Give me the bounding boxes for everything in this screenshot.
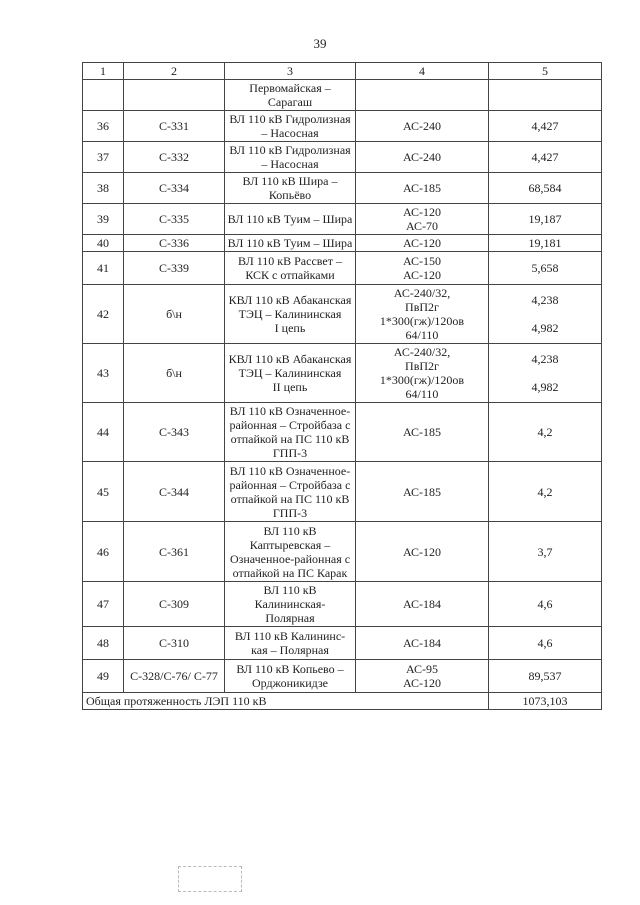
line-name-cell (225, 252, 356, 285)
row-number-cell: 40 (83, 235, 124, 252)
dispatch-code-cell: С-339 (124, 252, 225, 285)
cell-line: ВЛ 110 кВ Рассвет – (238, 254, 342, 268)
cell-line: II цепь (272, 380, 308, 394)
stamp (178, 866, 242, 892)
line-name-cell (225, 582, 356, 627)
wire-type-cell (356, 111, 489, 142)
cell-line: отпайкой на ПС Карак (232, 565, 348, 580)
cell-line: ВЛ 110 кВ Калининс- (234, 629, 346, 643)
cell-line: КВЛ 110 кВ Абаканская (228, 293, 352, 307)
row-number-cell: 48 (83, 627, 124, 660)
dispatch-code-cell: С-328/С-76/ С-77 (124, 660, 225, 693)
cell-line: ВЛ 110 кВ Гидролизная (229, 143, 351, 157)
wire-type-cell (356, 142, 489, 173)
cell-line: Каптыревская – (249, 537, 331, 552)
header-cell: 5 (489, 63, 602, 80)
row-number-cell: 44 (83, 403, 124, 462)
cell-line: районная – Стройбаза с (229, 418, 351, 432)
cell-line: АС-120 (402, 236, 442, 250)
line-name-cell (225, 142, 356, 173)
dispatch-code-cell: С-331 (124, 111, 225, 142)
dispatch-code-cell: С-344 (124, 462, 225, 522)
table-row (83, 142, 602, 173)
length-cell (489, 204, 602, 235)
table-row (83, 252, 602, 285)
cell-line: ВЛ 110 кВ Означенное- (229, 404, 351, 418)
row-number-cell: 43 (83, 344, 124, 403)
cell-line: АС-240/32, (393, 286, 451, 300)
cell-line: ВЛ 110 кВ Означенное- (229, 463, 351, 478)
cell-line: 1*300(гж)/120ов (379, 314, 465, 328)
header-cell: 3 (225, 63, 356, 80)
dispatch-code-cell: С-361 (124, 522, 225, 582)
line-name-cell (225, 522, 356, 582)
cell-line: Копьёво (268, 188, 312, 202)
cell-line: АС-120 (402, 268, 442, 282)
cell-line: АС-150 (402, 254, 442, 268)
length-cell (489, 111, 602, 142)
cell-line: отпайкой на ПС 110 кВ (230, 491, 350, 506)
length-cell (489, 235, 602, 252)
cell-line: ВЛ 110 кВ (263, 523, 317, 538)
length-cell (489, 173, 602, 204)
table-row (83, 403, 602, 462)
table-row (83, 285, 602, 344)
cell-line: АС-120 (402, 676, 442, 690)
line-name-cell (225, 285, 356, 344)
row-number-cell: 41 (83, 252, 124, 285)
cell-line: ВЛ 110 кВ Копьево – (236, 662, 344, 676)
dispatch-code-cell: С-310 (124, 627, 225, 660)
line-name-cell: Первомайская – Сарагаш (225, 80, 356, 111)
cell-line: районная – Стройбаза с (229, 477, 351, 492)
cell-line: кая – Полярная (251, 643, 329, 657)
power-lines-table (82, 62, 602, 710)
wire-type-cell (356, 462, 489, 522)
cell-line: АС-240/32, (393, 345, 451, 359)
dispatch-code-cell: С-334 (124, 173, 225, 204)
cell-line: Орджоникидзе (251, 676, 329, 690)
cell-line: 19,187 (528, 212, 562, 226)
length-cell (489, 344, 602, 403)
cell-line: отпайкой на ПС 110 кВ (230, 432, 350, 446)
wire-type-cell (356, 285, 489, 344)
cell-line: Означенное-районная с (229, 551, 351, 566)
cell-line: АС-240 (402, 150, 442, 164)
dispatch-code-cell: б\н (124, 285, 225, 344)
table-row (83, 627, 602, 660)
wire-type-cell (356, 582, 489, 627)
line-name-cell (225, 235, 356, 252)
cell-line: 4,2 (537, 484, 553, 499)
row-number-cell: 49 (83, 660, 124, 693)
wire-type-cell (356, 252, 489, 285)
cell-line: ТЭЦ – Калининская (238, 307, 342, 321)
dispatch-code-cell: С-343 (124, 403, 225, 462)
page-number: 39 (313, 36, 327, 51)
cell-line: АС-240 (402, 119, 442, 133)
wire-type-cell (356, 235, 489, 252)
wire-type-cell (356, 173, 489, 204)
length-cell (489, 403, 602, 462)
header-cell: 1 (83, 63, 124, 80)
length-cell (489, 522, 602, 582)
table-row (83, 235, 602, 252)
cell-line: АС-95 (405, 662, 439, 676)
cell-line: 1*300(гж)/120ов (379, 373, 465, 387)
cell-line: АС-185 (402, 181, 442, 195)
dispatch-code-cell: С-309 (124, 582, 225, 627)
cell-line: 4,238 (531, 293, 559, 307)
line-name-cell (225, 204, 356, 235)
cell-line: КСК с отпайками (245, 268, 335, 282)
table-row (83, 173, 602, 204)
length-cell (489, 462, 602, 522)
dispatch-code-cell: С-336 (124, 235, 225, 252)
line-name-cell (225, 462, 356, 522)
cell-line: АС-184 (402, 636, 442, 650)
dispatch-code-cell: б\н (124, 344, 225, 403)
total-value: 1073,103 (489, 693, 602, 710)
cell-line: Полярная (265, 611, 315, 625)
table-row (83, 344, 602, 403)
table-row (83, 111, 602, 142)
header-row (83, 63, 602, 80)
table-row (83, 522, 602, 582)
wire-type-cell (356, 627, 489, 660)
cell-line: ГПП-3 (272, 446, 308, 460)
wire-type-cell (356, 522, 489, 582)
cell-line: 4,6 (537, 597, 553, 611)
cell-line: 4,238 (531, 352, 559, 366)
cell-line: I цепь (274, 321, 306, 335)
cell-line: 89,537 (528, 669, 562, 683)
line-name-cell (225, 627, 356, 660)
row-number-cell: 42 (83, 285, 124, 344)
length-cell (489, 627, 602, 660)
row-number-cell: 38 (83, 173, 124, 204)
cell-line: ВЛ 110 кВ Калининская- (254, 583, 326, 611)
cell-line: ВЛ 110 кВ Шира – (242, 174, 338, 188)
length-cell (489, 252, 602, 285)
total-label: Общая протяженность ЛЭП 110 кВ (83, 693, 489, 710)
cell-line: 4,427 (531, 150, 559, 164)
row-number-cell: 45 (83, 462, 124, 522)
cell-line: ВЛ 110 кВ Туим – Шира (227, 236, 353, 250)
cell-line: 4,6 (537, 636, 553, 650)
cell-line: 19,181 (528, 236, 562, 250)
cell-line: АС-185 (402, 425, 442, 439)
cell-line: 4,427 (531, 119, 559, 133)
line-name-cell (225, 403, 356, 462)
total-row (83, 693, 602, 710)
header-cell: 2 (124, 63, 225, 80)
line-name-cell (225, 660, 356, 693)
cell-line: 4,2 (537, 425, 553, 439)
cell-line: – Насосная (261, 126, 319, 140)
wire-type-cell (356, 344, 489, 403)
row-number-cell: 47 (83, 582, 124, 627)
cell-line: ПвП2г (405, 300, 439, 314)
cell-line: 4,982 (531, 321, 559, 335)
row-number-cell: 37 (83, 142, 124, 173)
cell-line: ВЛ 110 кВ Туим – Шира (227, 212, 353, 226)
line-name-cell (225, 111, 356, 142)
continuation-row (83, 80, 602, 111)
row-number-cell: 46 (83, 522, 124, 582)
cell-line: ТЭЦ – Калининская (238, 366, 342, 380)
cell-line: КВЛ 110 кВ Абаканская (228, 352, 352, 366)
cell-line: 4,982 (531, 380, 559, 394)
wire-type-cell (356, 204, 489, 235)
length-cell (489, 285, 602, 344)
cell-line: АС-120 (402, 544, 442, 559)
cell-line: 3,7 (537, 544, 553, 559)
cell-line: АС-120 (402, 205, 442, 219)
line-name-cell (225, 173, 356, 204)
cell-line: ВЛ 110 кВ Гидролизная (229, 112, 351, 126)
row-number-cell: 39 (83, 204, 124, 235)
wire-type-cell (356, 660, 489, 693)
length-cell (489, 142, 602, 173)
cell-line: ПвП2г (405, 359, 439, 373)
cell-line: АС-184 (402, 597, 442, 611)
cell-line: 5,658 (531, 261, 559, 275)
line-name-cell (225, 344, 356, 403)
cell-line: АС-70 (405, 219, 439, 233)
dispatch-code-cell: С-332 (124, 142, 225, 173)
header-cell: 4 (356, 63, 489, 80)
table-row (83, 204, 602, 235)
cell-line: 64/110 (405, 387, 439, 401)
cell-line: ГПП-3 (272, 505, 308, 520)
cell-line: 64/110 (405, 328, 439, 342)
table-row (83, 462, 602, 522)
cell-line: 68,584 (528, 181, 562, 195)
dispatch-code-cell: С-335 (124, 204, 225, 235)
cell-line: АС-185 (402, 484, 442, 499)
row-number-cell: 36 (83, 111, 124, 142)
table-row (83, 582, 602, 627)
cell-line: – Насосная (261, 157, 319, 171)
length-cell (489, 660, 602, 693)
table-row (83, 660, 602, 693)
wire-type-cell (356, 403, 489, 462)
length-cell (489, 582, 602, 627)
